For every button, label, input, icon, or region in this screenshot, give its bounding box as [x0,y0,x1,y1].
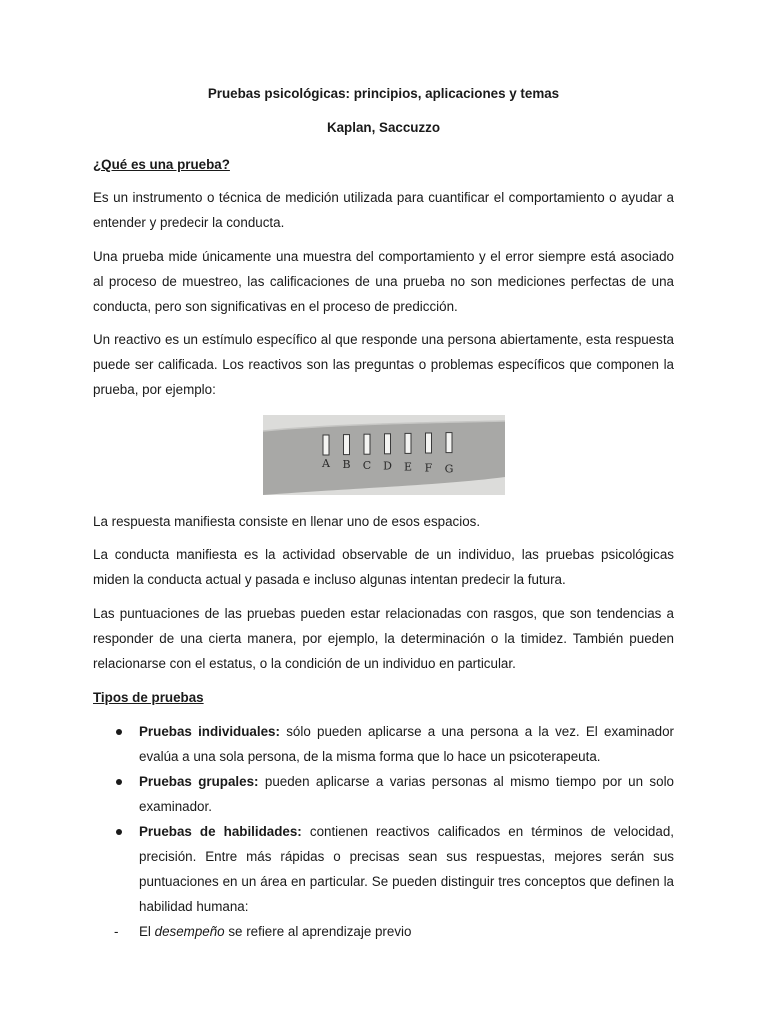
answer-slot [405,433,411,453]
paragraph-puntuaciones: Las puntuaciones de las pruebas pueden estar relacionadas con rasgos, que son tendencias a responder de una cierta manera, por ejemplo, la determinación o la timidez. También pueden relacionarse con el estatus, o la condición de un individuo en particular. [93,606,674,671]
dash-item-suffix: se refiere al aprendizaje previo [224,924,412,939]
answer-slot-letter: B [342,457,351,471]
paragraph-conducta-manifiesta: La conducta manifiesta es la actividad observable de un individuo, las pruebas psicológicas miden la conducta actual y pasada e incluso algunas intentan predecir la futura. [93,547,674,587]
section-heading-que-es-una-prueba: ¿Qué es una prueba? [93,157,230,172]
dash-list-item [93,919,674,944]
answer-slot-letter: D [383,459,392,473]
list-item [93,769,674,819]
bullet-icon [116,829,122,835]
dash-item-prefix: El [139,924,155,939]
paragraph-reactivo: Un reactivo es un estímulo específico al que responde una persona abiertamente, esta respuesta puede ser calificada. Los reactivos son las preguntas o problemas específicos que componen la prueba, por ejemplo: [93,332,674,397]
answer-slot-letter: G [444,462,454,476]
answer-slot-letter: E [403,460,413,474]
list-item [93,719,674,769]
bullet-icon [116,779,122,785]
answer-slot [344,435,350,455]
answer-slot-letter: F [424,461,433,475]
list-item-term: Pruebas grupales: [139,774,259,789]
list-item-term: Pruebas individuales: [139,724,280,739]
answer-slot [385,434,391,454]
answer-slot [446,433,452,453]
list-item-text: contienen reactivos calificados en términos de velocidad, precisión. Entre más rápidas o precisas sean sus respuestas, mejores serán sus puntuaciones en un área en particular. Se pueden distinguir tres conceptos que definen la habilidad humana: [139,824,674,914]
answer-sheet-figure [263,415,505,495]
list-item-text: pueden aplicarse a varias personas al mismo tiempo por un solo examinador. [139,774,674,814]
paragraph-muestra: Una prueba mide únicamente una muestra del comportamiento y el error siempre está asociado al proceso de muestreo, las calificaciones de una prueba no son mediciones perfectas de una conducta, pero son significativas en el proceso de predicción. [93,249,674,314]
section-heading-tipos-de-pruebas: Tipos de pruebas [93,690,204,705]
answer-slot-letter: A [322,457,330,470]
list-item-term: Pruebas de habilidades: [139,824,302,839]
bullet-list-tipos [93,719,674,944]
answer-slot [323,435,329,455]
list-item-text: sólo pueden aplicarse a una persona a la vez. El examinador evalúa a una sola persona, de la misma forma que lo hace un psicoterapeuta. [139,724,674,764]
paragraph-definition: Es un instrumento o técnica de medición utilizada para cuantificar el comportamiento o ayudar a entender y predecir la conducta. [93,190,674,230]
paragraph-respuesta-manifiesta: La respuesta manifiesta consiste en llenar uno de esos espacios. [93,514,481,529]
answer-slot-letter: C [362,458,372,472]
list-item [93,819,674,919]
bullet-icon [116,729,122,735]
document-authors: Kaplan, Saccuzzo [326,120,441,135]
answer-slot [364,434,370,454]
answer-sheet-illustration [263,415,505,495]
dash-item-emphasis: desempeño [154,924,225,939]
dash-marker: - [114,924,119,939]
answer-slot [426,433,432,453]
document-title: Pruebas psicológicas: principios, aplicaciones y temas [207,86,560,101]
